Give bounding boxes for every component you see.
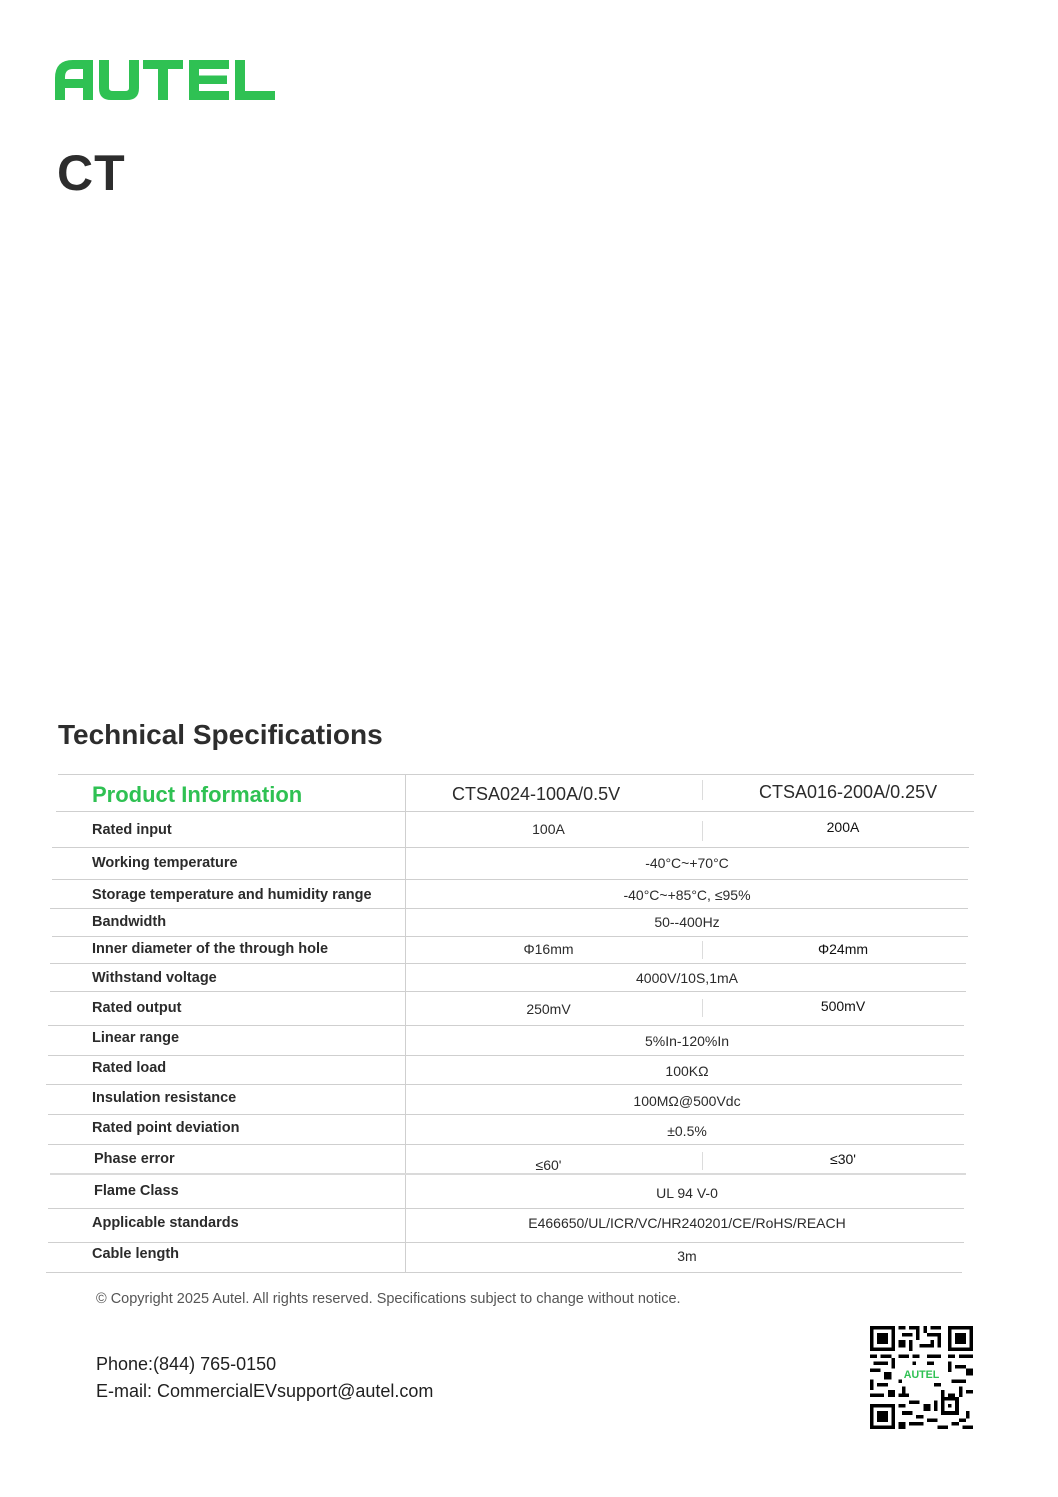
cell-divider [702,1152,703,1170]
autel-logo-icon [53,58,277,100]
row-value: ±0.5% [667,1123,707,1139]
table-row [0,847,1058,879]
model-header-1: CTSA024-100A/0.5V [452,784,621,804]
row-value: 4000V/10S,1mA [636,970,738,986]
section-title: Technical Specifications [58,719,383,750]
divider [50,908,968,909]
email-address[interactable]: E-mail: CommercialEVsupport@autel.com [96,1381,434,1401]
divider [50,991,966,992]
table-row [0,991,1058,1025]
row-value: UL 94 V-0 [656,1185,718,1201]
divider [48,1208,964,1209]
table-row [0,1173,1058,1208]
row-label: Flame Class [94,1183,179,1199]
phone-number: Phone:(844) 765-0150 [96,1354,277,1374]
product-information-header: Product Information [92,782,303,807]
row-label: Cable length [92,1246,180,1262]
row-label: Rated load [92,1060,167,1076]
row-label: Rated point deviation [92,1120,240,1136]
divider [52,879,968,880]
row-value: 5%In-120%In [644,1033,730,1049]
qr-code-icon [870,1326,973,1429]
divider [48,1114,964,1115]
row-label: Bandwidth [92,914,167,930]
row-label: Applicable standards [92,1215,239,1231]
row-value: -40°C~+70°C [645,855,729,871]
row-value-model-1: 100A [532,821,565,837]
row-label: Working temperature [92,855,238,871]
divider [48,1055,964,1056]
cell-divider [702,999,703,1017]
autel-logo [53,58,277,100]
row-label: Rated output [92,1000,182,1016]
divider [50,963,966,964]
row-value-model-1: Φ16mm [523,941,574,957]
table-row [0,1208,1058,1242]
divider [46,1084,962,1085]
row-value: 3m [677,1248,697,1264]
divider [52,847,969,848]
row-value: E466650/UL/ICR/VC/HR240201/CE/RoHS/REACH [528,1215,846,1231]
divider [50,1173,966,1175]
row-label: Linear range [92,1030,180,1046]
divider [46,1272,962,1273]
table-row [0,1025,1058,1055]
table-row [0,1242,1058,1273]
row-label: Inner diameter of the through hole [92,941,329,957]
row-value-model-1: ≤60' [535,1157,562,1173]
row-label: Insulation resistance [92,1090,237,1106]
divider [58,774,974,775]
table-row [0,811,1058,847]
table-row [0,963,1058,991]
row-value-model-2: 500mV [820,998,866,1014]
model-header-2: CTSA016-200A/0.25V [759,782,938,802]
row-value-model-2: ≤30' [830,1151,856,1167]
row-label: Storage temperature and humidity range [92,887,372,903]
qr-logo: AUTEL [903,1368,940,1381]
row-value-model-1: 250mV [526,1001,571,1017]
copyright-notice: © Copyright 2025 Autel. All rights reserved. Specifications subject to change without notice. [96,1291,681,1307]
row-label: Phase error [94,1151,175,1167]
table-row [0,936,1058,963]
row-value: -40°C~+85°C, ≤95% [623,887,751,903]
table-row [0,1055,1058,1084]
row-label: Withstand voltage [92,970,217,986]
cell-divider [702,780,703,800]
divider [48,1144,964,1145]
table-row [0,908,1058,936]
product-title: CT [57,145,126,201]
table-row [0,1144,1058,1173]
divider [52,936,968,937]
divider [56,811,974,812]
row-label: Rated input [92,822,172,838]
cell-divider [702,941,703,959]
table-row [0,1114,1058,1144]
cell-divider [702,821,703,841]
table-row [0,879,1058,908]
table-row [0,1084,1058,1114]
qr-code[interactable] [870,1326,973,1429]
row-value-model-2: Φ24mm [817,941,869,957]
divider [48,1242,964,1243]
row-value: 50--400Hz [654,914,720,930]
row-value: 100MΩ@500Vdc [633,1093,741,1109]
row-value-model-2: 200A [826,819,860,835]
row-value: 100KΩ [665,1063,709,1079]
divider [48,1025,964,1026]
